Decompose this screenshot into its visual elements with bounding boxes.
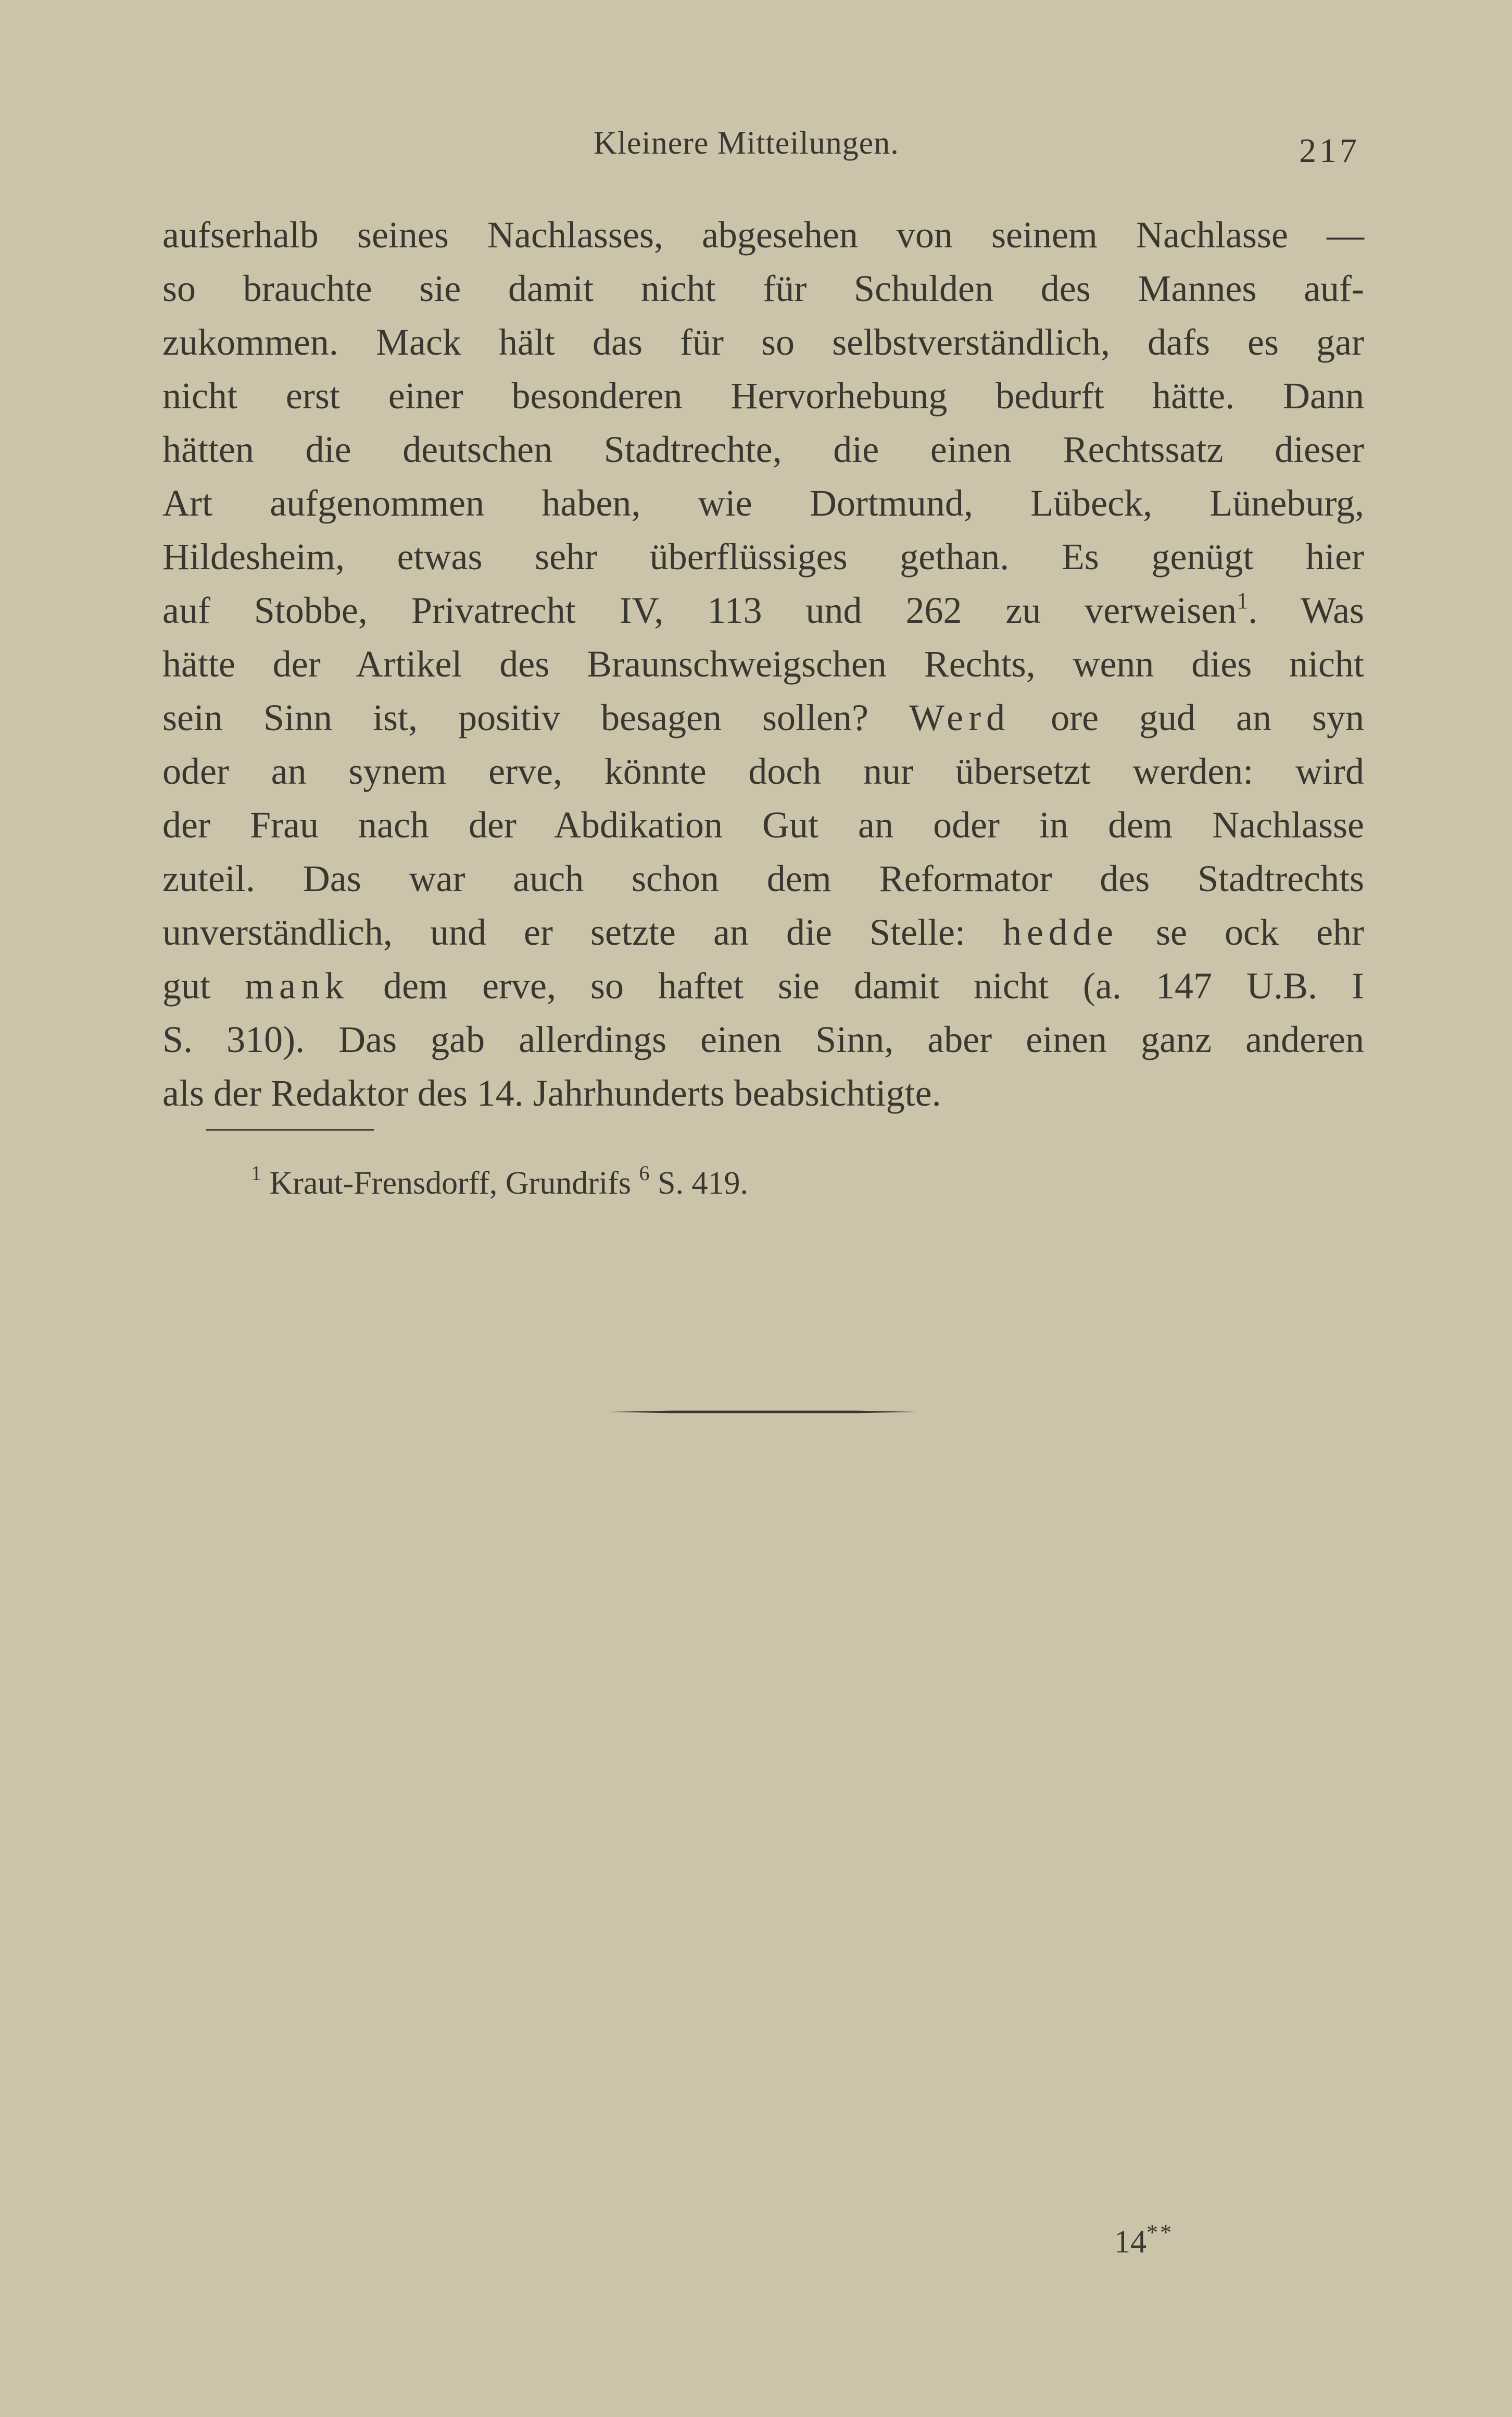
text-line: S. 310). Das gab allerdings einen Sinn, aber einen ganz anderen [162,1019,1364,1060]
footnote [251,1162,748,1204]
text-line [162,584,1364,637]
footnote-divider [206,1129,374,1131]
text-line: aufserhalb seines Nachlasses, abgesehen von seinem Nachlasse — [162,214,1364,256]
line-text: . Was [1248,590,1364,631]
page-number: 217 [1299,132,1360,170]
printer-signature [1114,2220,1174,2261]
line-text: ore gud an syn [1051,697,1365,738]
text-line: hätte der Artikel des Braunschweigschen Rechts, wenn dies nicht [162,643,1364,685]
text-line: Hildesheim, etwas sehr überflüssiges gethan. Es genügt hier [162,536,1364,578]
spaced-quotation: mank [245,965,349,1007]
text-line: so brauchte sie damit nicht für Schulden des Mannes auf- [162,268,1364,309]
spaced-quotation: hedde [1003,911,1118,953]
text-line [162,691,1364,745]
footnote-text: S. 419. [657,1166,748,1201]
text-line: hätten die deutschen Stadtrechte, die einen Rechtssatz dieser [162,429,1364,470]
line-text: se ock ehr [1156,911,1365,953]
text-line: der Frau nach der Abdikation Gut an oder in dem Nachlasse [162,804,1364,846]
footnote-text: Kraut-Frensdorff, Grundrifs [269,1166,631,1201]
footnote-edition: 6 [639,1161,650,1185]
line-text: auf Stobbe, Privatrecht IV, 113 und 262 zu verweisen [162,590,1237,631]
text-line: nicht erst einer besonderen Hervorhebung bedurft hätte. Dann [162,375,1364,417]
footnote-marker: 1 [251,1161,261,1185]
text-line [162,959,1364,1013]
line-text: gut [162,965,211,1007]
running-title: Kleinere Mitteilungen. [594,126,899,161]
text-line [162,906,1364,959]
text-line: Art aufgenommen haben, wie Dortmund, Lübeck, Lüneburg, [162,482,1364,524]
text-line: zuteil. Das war auch schon dem Reformator des Stadtrechts [162,858,1364,899]
text-line: oder an synem erve, könnte doch nur übersetzt werden: wird [162,750,1364,792]
line-text: sein Sinn ist, positiv besagen sollen? [162,697,868,738]
signature-number: 14 [1114,2224,1146,2260]
spaced-quotation: Werd [909,697,1011,738]
line-text: unverständlich, und er setzte an die Stelle: [162,911,965,953]
body-text [162,208,1364,1120]
text-line: zukommen. Mack hält das für so selbstverständlich, dafs es gar [162,321,1364,363]
footnote-reference: 1 [1237,588,1249,613]
text-line: als der Redaktor des 14. Jahrhunderts beabsichtigte. [162,1072,941,1114]
signature-stars: ** [1146,2220,1174,2245]
end-ornament-rule [609,1409,916,1415]
page-header [0,125,1512,170]
line-text: dem erve, so haftet sie damit nicht (a. 147 U.B. I [383,965,1365,1007]
